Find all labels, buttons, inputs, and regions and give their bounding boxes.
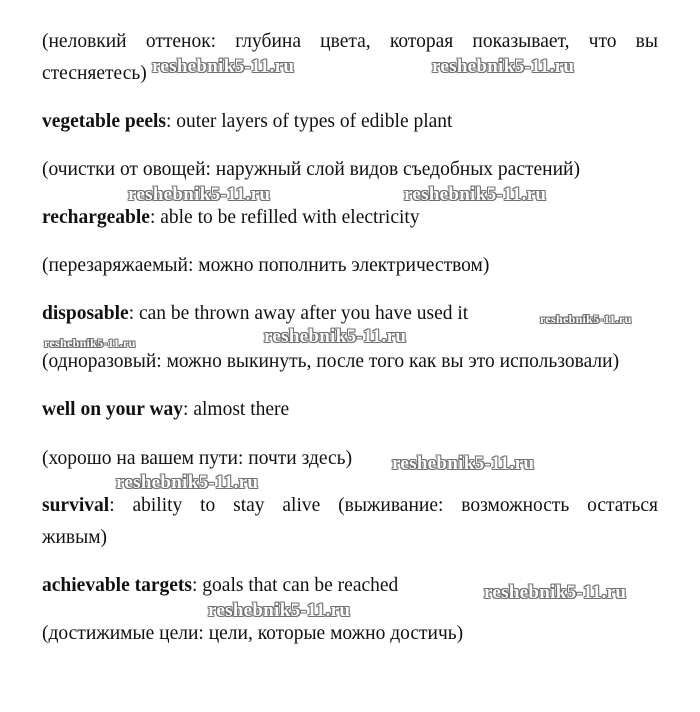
term: rechargeable xyxy=(42,207,150,228)
definition: : goals that can be reached xyxy=(192,575,399,596)
translation-vegetable-peels: (очистки от овощей: наружный слой видов съедобных растений) xyxy=(42,159,580,180)
watermark: reshebnik5-11.ru xyxy=(484,582,627,603)
translation-achievable-targets: (достижимые цели: цели, которые можно достичь) xyxy=(42,623,464,644)
watermark: reshebnik5-11.ru xyxy=(128,184,271,205)
definition: : ability to stay alive (выживание: возможность остаться xyxy=(109,495,658,516)
term: disposable xyxy=(42,303,129,324)
watermark: reshebnik5-11.ru xyxy=(208,600,351,621)
translation-disposable: (одноразовый: можно выкинуть, после того как вы это использовали) xyxy=(42,351,620,372)
translation-awkward-shade-line2: стесняетесь) xyxy=(42,63,147,84)
watermark: reshebnik5-11.ru xyxy=(392,453,535,474)
entry-well-on-your-way xyxy=(42,398,289,422)
entry-achievable-targets xyxy=(42,574,398,598)
watermark: reshebnik5-11.ru xyxy=(404,184,547,205)
entry-disposable xyxy=(42,302,468,326)
watermark: reshebnik5-11.ru xyxy=(116,472,259,493)
translation-well-on-your-way: (хорошо на вашем пути: почти здесь) xyxy=(42,448,353,469)
definition: : able to be refilled with electricity xyxy=(149,207,420,228)
definition: : outer layers of types of edible plant xyxy=(166,111,453,132)
translation-awkward-shade-line1: (неловкий оттенок: глубина цвета, которая показывает, что вы xyxy=(42,31,658,52)
term: achievable targets xyxy=(42,575,193,596)
watermark: reshebnik5-11.ru xyxy=(540,312,632,326)
translation-rechargeable: (перезаряжаемый: можно пополнить электричеством) xyxy=(42,255,490,276)
watermark: reshebnik5-11.ru xyxy=(432,56,575,77)
entry-vegetable-peels xyxy=(42,110,452,134)
watermark: reshebnik5-11.ru xyxy=(264,326,407,347)
watermark: reshebnik5-11.ru xyxy=(152,56,295,77)
definition: : almost there xyxy=(183,399,290,420)
term: well on your way xyxy=(42,399,184,420)
entry-survival-line1 xyxy=(42,494,658,518)
definition: : can be thrown away after you have used it xyxy=(128,303,469,324)
term: vegetable peels xyxy=(42,111,167,132)
entry-survival-line2: живым) xyxy=(42,527,108,548)
entry-rechargeable xyxy=(42,206,420,230)
term: survival xyxy=(42,495,110,516)
watermark: reshebnik5-11.ru xyxy=(44,336,136,350)
